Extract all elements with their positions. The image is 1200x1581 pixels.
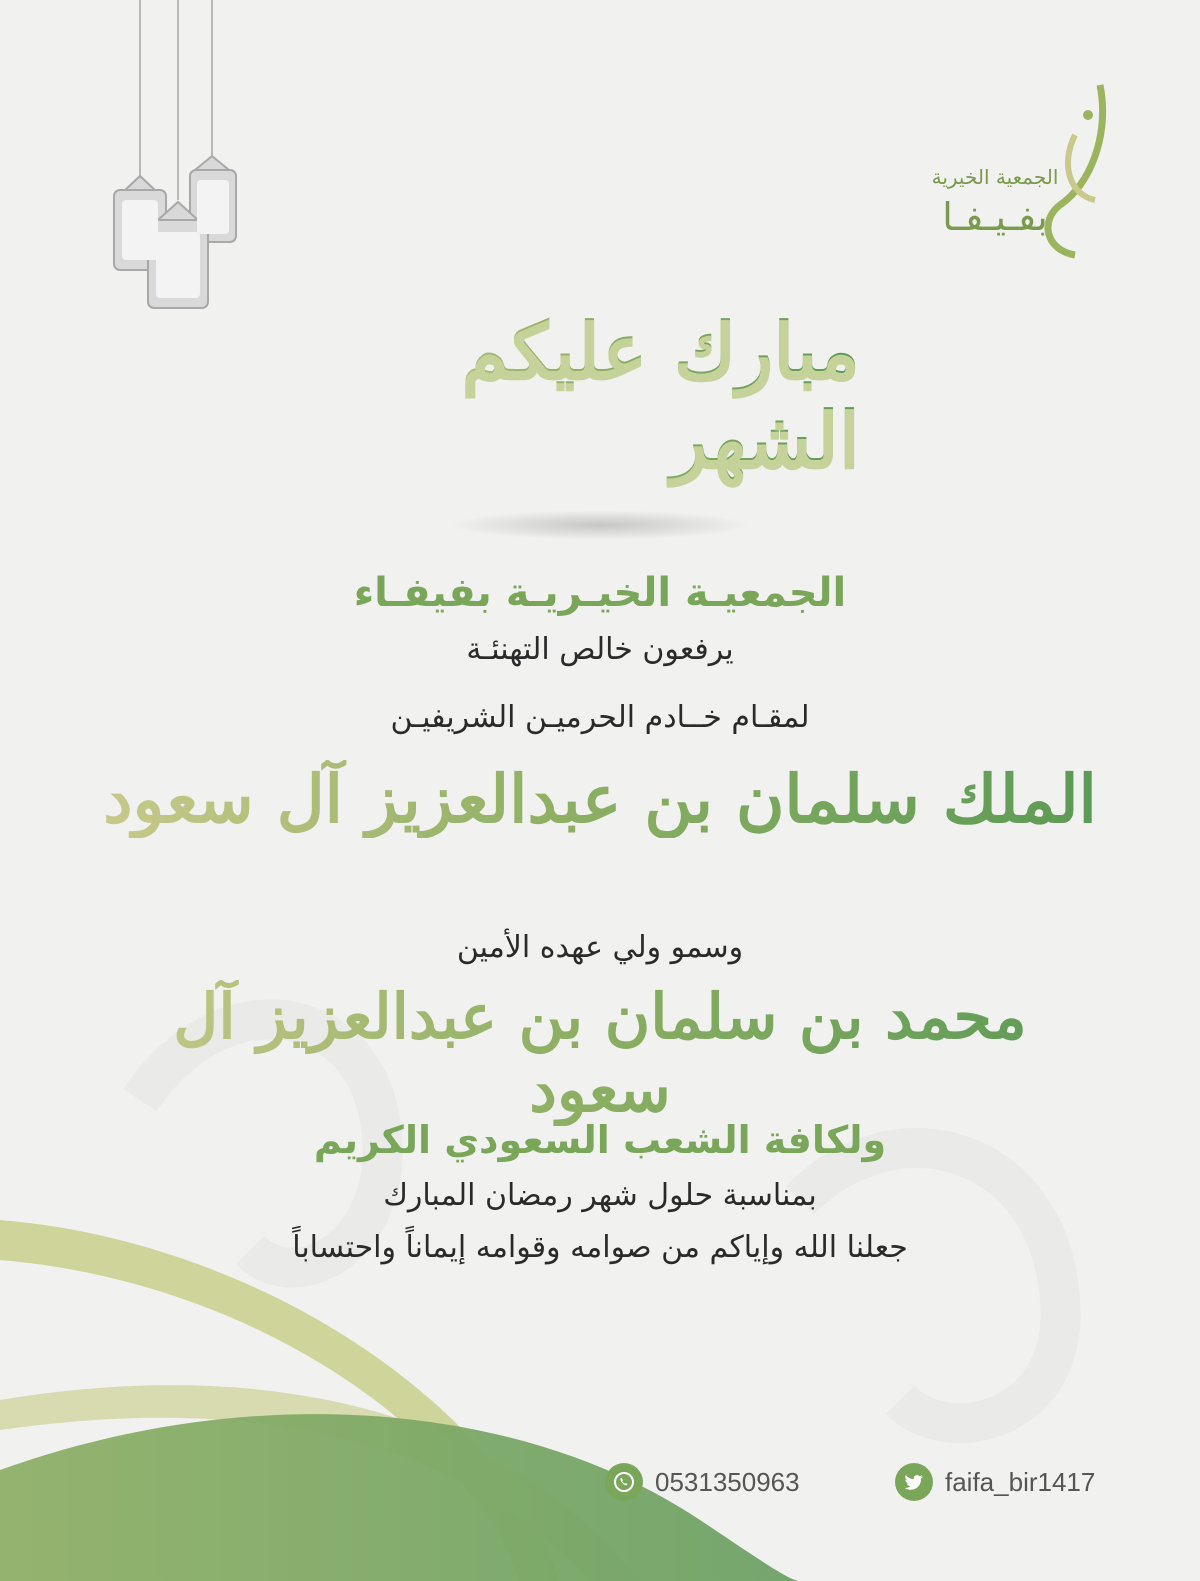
lanterns-decoration	[100, 0, 250, 320]
logo-city-label: بفـيـفـا	[942, 195, 1048, 239]
phone-contact[interactable]	[605, 1462, 800, 1502]
crown-prince-line: وسمو ولي عهده الأمين	[456, 930, 744, 965]
ramadan-occasion-line: بمناسبة حلول شهر رمضان المبارك	[383, 1178, 817, 1213]
prayer-line: جعلنا الله وإياكم من صوامه وقوامه إيماناً واحتساباً	[292, 1230, 908, 1265]
phone-number: 0531350963	[655, 1466, 800, 1497]
logo-org-label: الجمعية الخيرية	[931, 165, 1059, 189]
greeting-shadow	[450, 510, 750, 540]
saudi-people-line: ولكافة الشعب السعودي الكريم	[313, 1118, 887, 1162]
twitter-handle: faifa_bir1417	[945, 1466, 1096, 1497]
congrats-line: يرفعون خالص التهنئـة	[466, 632, 734, 667]
whatsapp-icon	[605, 1463, 643, 1501]
twitter-icon	[895, 1463, 933, 1501]
greeting-calligraphy: مبارك عليكم الشهر	[340, 300, 860, 490]
crown-prince-name-calligraphy: محمد بن سلمان بن عبدالعزيز آل سعود	[100, 980, 1100, 1126]
twitter-contact[interactable]	[895, 1462, 1095, 1502]
king-name-calligraphy: الملك سلمان بن عبدالعزيز آل سعود	[100, 760, 1100, 838]
custodian-line: لمقـام خــادم الحرميـن الشريفيـن	[390, 700, 810, 735]
org-name: الجمعيـة الخيـريـة بفيفـاء	[353, 570, 847, 616]
